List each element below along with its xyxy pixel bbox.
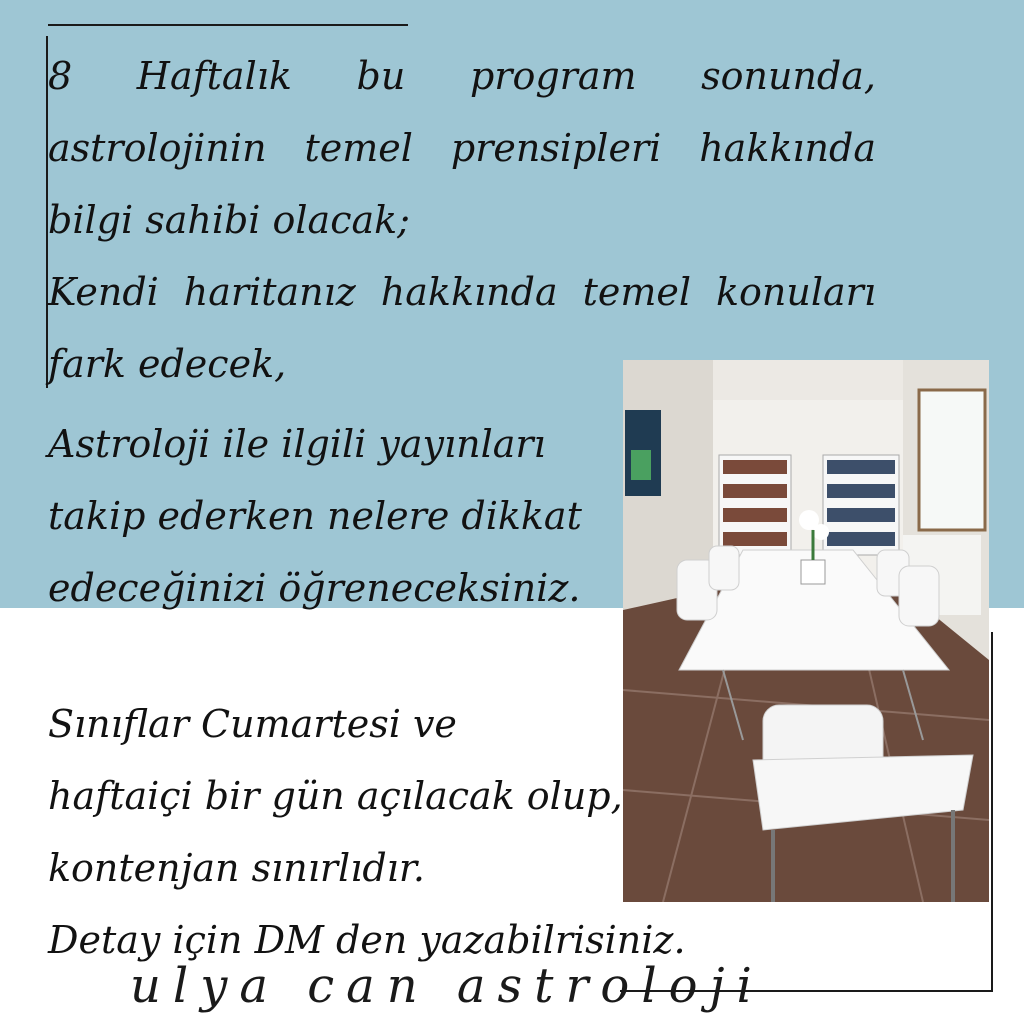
intro-paragraph xyxy=(48,40,876,400)
intro-line-3: bilgi sahibi olacak; xyxy=(48,198,410,242)
classes-line-3: kontenjan sınırlıdır. xyxy=(48,846,425,890)
follow-line-2: takip ederken nelere dikkat xyxy=(48,494,582,538)
follow-paragraph xyxy=(48,408,582,624)
frame-right-line xyxy=(991,632,993,992)
intro-line-4: Kendi haritanız hakkında temel konuları xyxy=(48,270,876,314)
signature-text: ulya can astroloji xyxy=(130,958,764,1014)
follow-line-1: Astroloji ile ilgili yayınları xyxy=(48,422,546,466)
intro-line-2: astrolojinin temel prensipleri hakkında xyxy=(48,126,876,170)
intro-line-5: fark edecek, xyxy=(48,342,287,386)
classes-line-2: haftaiçi bir gün açılacak olup, xyxy=(48,774,623,818)
classes-line-4: Detay için DM den yazabilrisiniz. xyxy=(48,918,686,962)
follow-line-3: edeceğinizi öğreneceksiniz. xyxy=(48,566,581,610)
classes-line-1: Sınıflar Cumartesi ve xyxy=(48,702,457,746)
frame-top-line xyxy=(48,24,408,26)
classes-paragraph xyxy=(48,688,686,976)
intro-line-1: 8 Haftalık bu program sonunda, xyxy=(48,54,876,98)
